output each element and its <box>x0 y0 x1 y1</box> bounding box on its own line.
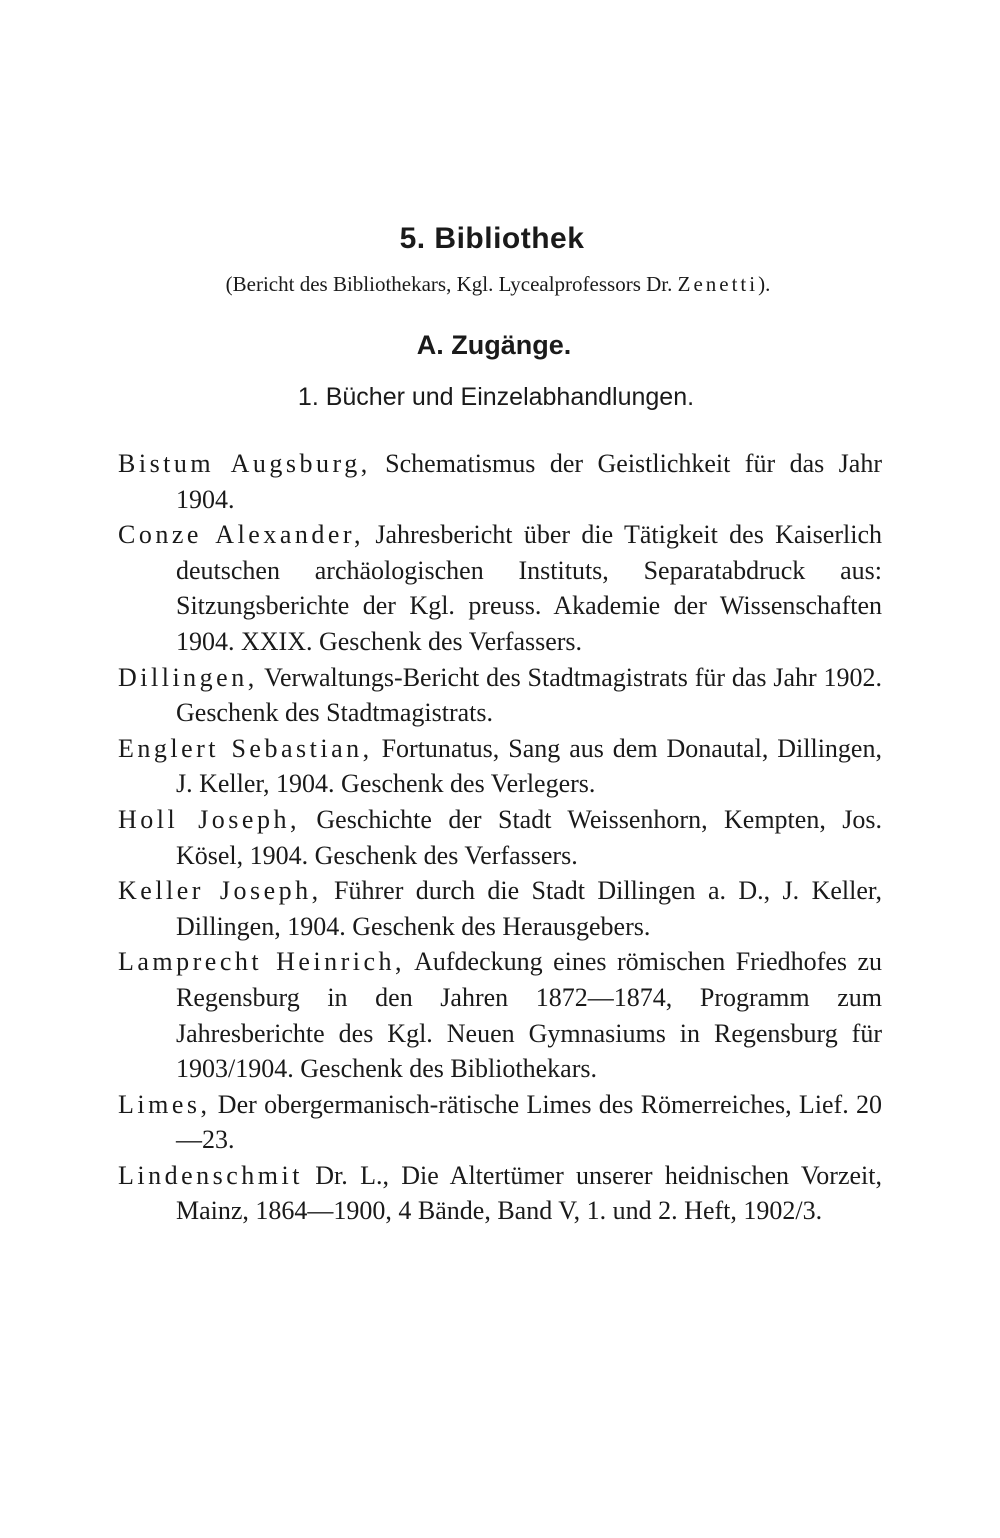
entry-text: Fortunatus, Sang aus dem Donautal, Dillingen, J. Keller, 1904. Geschenk des Verlegers. <box>176 733 882 799</box>
chapter-title: 5. Bibliothek <box>399 222 585 255</box>
entry-text: Jahresbericht über die Tätigkeit des Kaiserlich deutschen archäologischen Instituts, Separatabdruck aus: Sitzungsberichte der Kgl. preuss. Akademie der Wissenschaften 1904. XXIX. Geschenk des Verfassers. <box>176 520 882 656</box>
list-item <box>118 517 882 659</box>
list-item <box>118 1087 882 1158</box>
entry-text: Verwaltungs-Bericht des Stadtmagistrats für das Jahr 1902. Geschenk des Stadtmagistrats. <box>176 662 882 728</box>
list-item <box>118 802 882 873</box>
list-item <box>118 660 882 731</box>
entry-author: Conze Alexander, <box>118 520 365 550</box>
entry-list <box>118 446 882 1229</box>
subtitle-text-after: ). <box>758 272 771 296</box>
entry-text: Der obergermanisch-rätische Limes des Römerreiches, Lief. 20—23. <box>176 1089 882 1155</box>
entry-author: Dillingen, <box>118 662 258 692</box>
entry-text: Aufdeckung eines römischen Friedhofes zu Regensburg in den Jahren 1872—1874, Programm zum Jahresberichte des Kgl. Neuen Gymnasiums in Regensburg für 1903/1904. Geschenk des Bibliothekars. <box>176 947 883 1084</box>
entry-author: Bistum Augsburg, <box>118 449 371 478</box>
entry-author: Englert Sebastian, <box>118 733 373 763</box>
chapter-subtitle <box>0 272 998 297</box>
subsection-title: 1. Bücher und Einzelabhandlungen. <box>297 383 695 411</box>
entry-text: Schematismus der Geistlichkeit für das Jahr 1904. <box>176 449 882 514</box>
subtitle-text-before: (Bericht des Bibliothekars, Kgl. Lycealprofessors Dr. <box>225 272 678 296</box>
section-title: A. Zugänge. <box>416 330 572 360</box>
entry-text: Führer durch die Stadt Dillingen a. D., J. Keller, Dillingen, 1904. Geschenk des Herausgebers. <box>176 876 882 941</box>
entry-text: Geschichte der Stadt Weissenhorn, Kempten, Jos. Kösel, 1904. Geschenk des Verfassers. <box>176 804 883 870</box>
list-item <box>118 446 882 517</box>
list-item <box>118 873 882 944</box>
entry-author: Lindenschmit <box>118 1160 303 1190</box>
subtitle-librarian-name: Zenetti <box>677 272 759 296</box>
list-item <box>118 731 882 802</box>
entry-text: Dr. L., Die Altertümer unserer heidnischen Vorzeit, Mainz, 1864—1900, 4 Bände, Band V, 1. und 2. Heft, 1902/3. <box>176 1160 882 1226</box>
entry-author: Limes, <box>118 1089 211 1119</box>
entry-author: Lamprecht Heinrich, <box>118 947 406 977</box>
list-item <box>118 1158 882 1229</box>
entry-author: Holl Joseph, <box>118 804 300 834</box>
list-item <box>118 944 882 1086</box>
entry-author: Keller Joseph, <box>118 876 322 906</box>
